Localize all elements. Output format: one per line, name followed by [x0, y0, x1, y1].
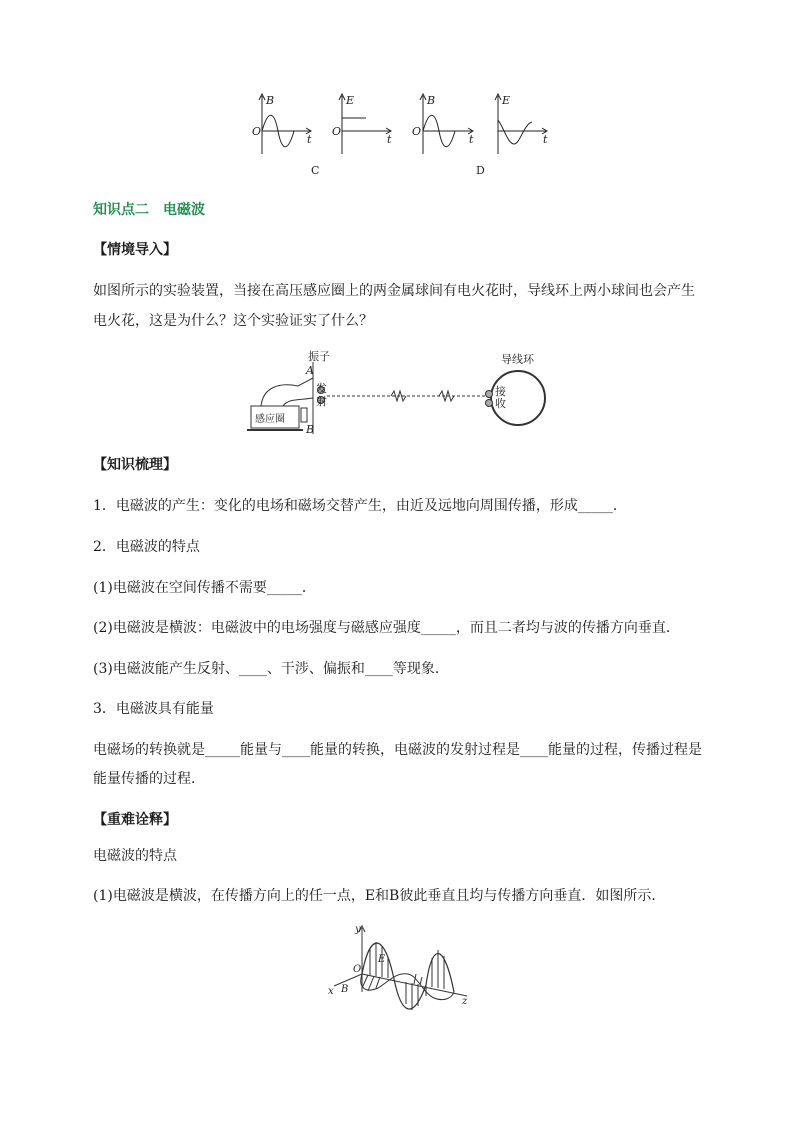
intro-text-line2: 电火花，这是为什么？这个实验证实了什么？ [93, 313, 373, 329]
knowledge-item1: 1．电磁波的产生：变化的电场和磁场交替产生，由近及远地向周围传播，形成_____． [93, 498, 627, 514]
knowledge-heading: 【知识梳理】 [93, 457, 177, 473]
em-wave-figure [322, 922, 472, 1017]
label-fa: 发 [316, 382, 327, 395]
key-heading: 【重难诠释】 [93, 812, 177, 828]
wave-x-label: x [328, 986, 334, 997]
apparatus-figure [243, 348, 553, 438]
key-text: (1)电磁波是横波，在传播方向上的任一点，E和B彼此垂直且均与传播方向垂直．如图所示． [93, 888, 666, 904]
knowledge-item3: 3．电磁波具有能量 [93, 701, 214, 717]
option-d-label: D [476, 164, 485, 177]
label-coil: 感应圈 [255, 414, 285, 425]
key-subtitle: 电磁波的特点 [93, 848, 177, 864]
graph2-origin-label: O [332, 125, 342, 138]
wave-e-label: E [378, 954, 386, 965]
label-zhenzi: 振子 [308, 350, 330, 363]
knowledge-item2-3: (3)电磁波能产生反射、____、干涉、偏振和____等现象． [93, 661, 449, 677]
graph1-origin-label: O [252, 125, 262, 138]
graph-figure [240, 88, 560, 183]
knowledge-item2-1: (1)电磁波在空间传播不需要_____． [93, 580, 316, 596]
wave-b-label: B [341, 984, 349, 995]
graph2-haxis-label: t [387, 133, 392, 146]
b-field-wave [361, 974, 454, 1000]
wave-origin-label: O [353, 964, 362, 975]
knowledge-item3-text1: 电磁场的转换就是_____能量与____能量的转换，电磁波的发射过程是____能量的过程，传播过程是 [93, 742, 702, 758]
receiver-ball-bottom [486, 400, 493, 407]
label-she: 射 [316, 395, 327, 408]
graph2-vaxis-label: E [346, 94, 355, 107]
knowledge-item2-2: (2)电磁波是横波：电磁波中的电场强度与磁感应强度_____，而且二者均与波的传播方向垂直． [93, 620, 680, 636]
graph3-vaxis-label: B [427, 94, 436, 107]
intro-text-line1: 如图所示的实验装置，当接在高压感应圈上的两金属球间有电火花时，导线环上两小球间也会产生 [93, 283, 695, 299]
label-shou: 收 [495, 397, 506, 410]
graph1-vaxis-label: B [266, 94, 275, 107]
graph3-haxis-label: t [469, 133, 474, 146]
wave-y-label: y [355, 924, 361, 935]
graph3-origin-label: O [412, 125, 422, 138]
graph4-haxis-label: t [543, 133, 548, 146]
label-b: B [306, 423, 315, 436]
receiver-ball-top [486, 391, 493, 398]
knowledge-item3-text2: 能量传播的过程． [93, 771, 205, 787]
graph4-vaxis-label: E [502, 94, 511, 107]
wire-to-b [283, 398, 313, 406]
label-jie: 接 [495, 385, 506, 398]
section-title: 知识点二 电磁波 [93, 202, 205, 218]
graph1-haxis-label: t [307, 133, 312, 146]
label-ring: 导线环 [501, 353, 534, 366]
knowledge-item2: 2．电磁波的特点 [93, 539, 200, 555]
graph4-cosine-curve [498, 120, 532, 144]
wave-z-label: z [462, 996, 468, 1007]
intro-heading: 【情境导入】 [93, 242, 177, 258]
wave-packet-2 [439, 391, 454, 401]
label-a: A [306, 364, 314, 377]
option-c-label: C [311, 164, 320, 177]
